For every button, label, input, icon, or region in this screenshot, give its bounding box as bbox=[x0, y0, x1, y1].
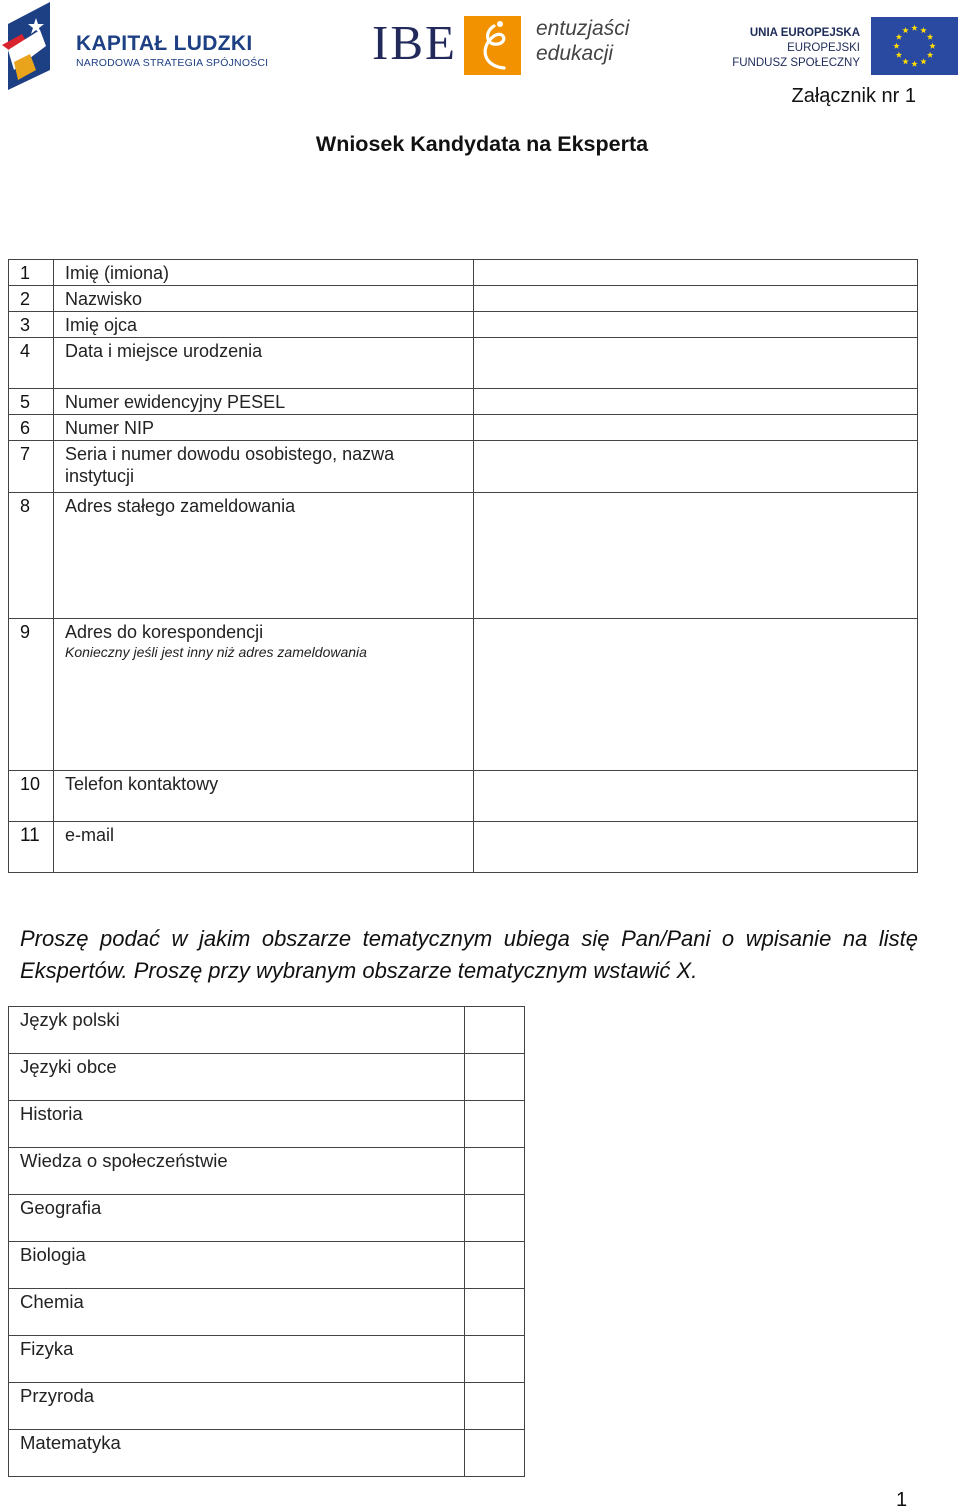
field-label: Seria i numer dowodu osobistego, nazwa instytucji bbox=[54, 441, 474, 492]
form-row-birth-date-place bbox=[8, 338, 918, 389]
form-row-permanent-address bbox=[8, 493, 918, 619]
subject-areas-table bbox=[8, 1006, 525, 1477]
subject-row bbox=[8, 1101, 525, 1148]
correspondence-address-field[interactable] bbox=[474, 619, 917, 770]
kapital-ludzki-subtitle: NARODOWA STRATEGIA SPÓJNOŚCI bbox=[76, 57, 269, 69]
field-label: Telefon kontaktowy bbox=[54, 771, 474, 821]
attachment-label: Załącznik nr 1 bbox=[791, 85, 916, 107]
row-number: 1 bbox=[9, 260, 54, 285]
row-number: 6 bbox=[9, 415, 54, 440]
subject-mark-cell[interactable] bbox=[465, 1148, 524, 1194]
kapital-ludzki-title: KAPITAŁ LUDZKI bbox=[76, 32, 253, 55]
subject-row bbox=[8, 1054, 525, 1101]
form-row-pesel bbox=[8, 389, 918, 415]
subject-label: Biologia bbox=[9, 1242, 465, 1288]
page-number: 1 bbox=[896, 1489, 908, 1511]
subject-label: Historia bbox=[9, 1101, 465, 1147]
field-label: Numer ewidencyjny PESEL bbox=[54, 389, 474, 414]
subject-label: Matematyka bbox=[9, 1430, 465, 1476]
kapital-ludzki-emblem-icon bbox=[0, 0, 60, 90]
form-row-correspondence-address bbox=[8, 619, 918, 771]
subject-row bbox=[8, 1148, 525, 1195]
permanent-address-field[interactable] bbox=[474, 493, 917, 618]
subject-label: Chemia bbox=[9, 1289, 465, 1335]
document-title: Wniosek Kandydata na Eksperta bbox=[315, 132, 649, 156]
row-number: 4 bbox=[9, 338, 54, 388]
row-number: 3 bbox=[9, 312, 54, 337]
entuzjasci-emblem-icon bbox=[464, 16, 521, 75]
applicant-form-table bbox=[8, 259, 918, 873]
subject-mark-cell[interactable] bbox=[465, 1054, 524, 1100]
form-row-phone bbox=[8, 771, 918, 822]
subject-mark-cell[interactable] bbox=[465, 1007, 524, 1053]
eu-line-3: FUNDUSZ SPOŁECZNY bbox=[732, 57, 860, 69]
subject-row bbox=[8, 1242, 525, 1289]
row-number: 11 bbox=[9, 822, 54, 872]
form-row-father-name bbox=[8, 312, 918, 338]
row-number: 10 bbox=[9, 771, 54, 821]
father-name-field[interactable] bbox=[474, 312, 917, 337]
subject-label: Fizyka bbox=[9, 1336, 465, 1382]
row-number: 9 bbox=[9, 619, 54, 770]
subject-mark-cell[interactable] bbox=[465, 1242, 524, 1288]
eu-line-1: UNIA EUROPEJSKA bbox=[749, 27, 860, 39]
subject-label: Języki obce bbox=[9, 1054, 465, 1100]
row-number: 5 bbox=[9, 389, 54, 414]
field-label: Data i miejsce urodzenia bbox=[54, 338, 474, 388]
field-label bbox=[54, 619, 474, 770]
subject-mark-cell[interactable] bbox=[465, 1430, 524, 1476]
surname-field[interactable] bbox=[474, 286, 917, 311]
subject-label: Geografia bbox=[9, 1195, 465, 1241]
pesel-field[interactable] bbox=[474, 389, 917, 414]
field-label-text: Adres do korespondencji bbox=[65, 622, 264, 642]
entuzjasci-line2: edukacji bbox=[536, 42, 614, 65]
first-names-field[interactable] bbox=[474, 260, 917, 285]
field-label: Numer NIP bbox=[54, 415, 474, 440]
phone-field[interactable] bbox=[474, 771, 917, 821]
row-number: 8 bbox=[9, 493, 54, 618]
birth-date-place-field[interactable] bbox=[474, 338, 917, 388]
subject-label: Wiedza o społeczeństwie bbox=[9, 1148, 465, 1194]
subject-row bbox=[8, 1383, 525, 1430]
form-row-first-names bbox=[8, 260, 918, 286]
field-label: Nazwisko bbox=[54, 286, 474, 311]
subject-label: Język polski bbox=[9, 1007, 465, 1053]
eu-flag-icon bbox=[871, 17, 958, 75]
subject-row bbox=[8, 1336, 525, 1383]
subject-label: Przyroda bbox=[9, 1383, 465, 1429]
subject-row bbox=[8, 1430, 525, 1477]
subject-mark-cell[interactable] bbox=[465, 1195, 524, 1241]
field-label: e-mail bbox=[54, 822, 474, 872]
kapital-ludzki-logo bbox=[0, 0, 300, 90]
eu-line-2: EUROPEJSKI bbox=[787, 42, 860, 54]
header bbox=[0, 0, 960, 80]
email-field[interactable] bbox=[474, 822, 917, 872]
field-label: Adres stałego zameldowania bbox=[54, 493, 474, 618]
row-number: 7 bbox=[9, 441, 54, 492]
eu-fund-text bbox=[700, 26, 860, 71]
subject-mark-cell[interactable] bbox=[465, 1336, 524, 1382]
entuzjasci-line1: entuzjaści bbox=[536, 17, 630, 40]
row-number: 2 bbox=[9, 286, 54, 311]
nip-field[interactable] bbox=[474, 415, 917, 440]
ibe-logo-text: IBE bbox=[372, 15, 457, 70]
form-row-nip bbox=[8, 415, 918, 441]
id-document-field[interactable] bbox=[474, 441, 917, 492]
subject-mark-cell[interactable] bbox=[465, 1383, 524, 1429]
field-note: Konieczny jeśli jest inny niż adres zameldowania bbox=[65, 644, 367, 660]
field-label: Imię (imiona) bbox=[54, 260, 474, 285]
field-label: Imię ojca bbox=[54, 312, 474, 337]
form-row-surname bbox=[8, 286, 918, 312]
subject-area-instruction: Proszę podać w jakim obszarze tematycznym ubiega się Pan/Pani o wpisanie na listę Ekspertów. Proszę przy wybranym obszarze tematycznym wstawić X. bbox=[20, 926, 918, 983]
form-row-id-document bbox=[8, 441, 918, 493]
subject-row bbox=[8, 1007, 525, 1054]
form-row-email bbox=[8, 822, 918, 873]
subject-row bbox=[8, 1289, 525, 1336]
subject-row bbox=[8, 1195, 525, 1242]
subject-mark-cell[interactable] bbox=[465, 1289, 524, 1335]
subject-mark-cell[interactable] bbox=[465, 1101, 524, 1147]
